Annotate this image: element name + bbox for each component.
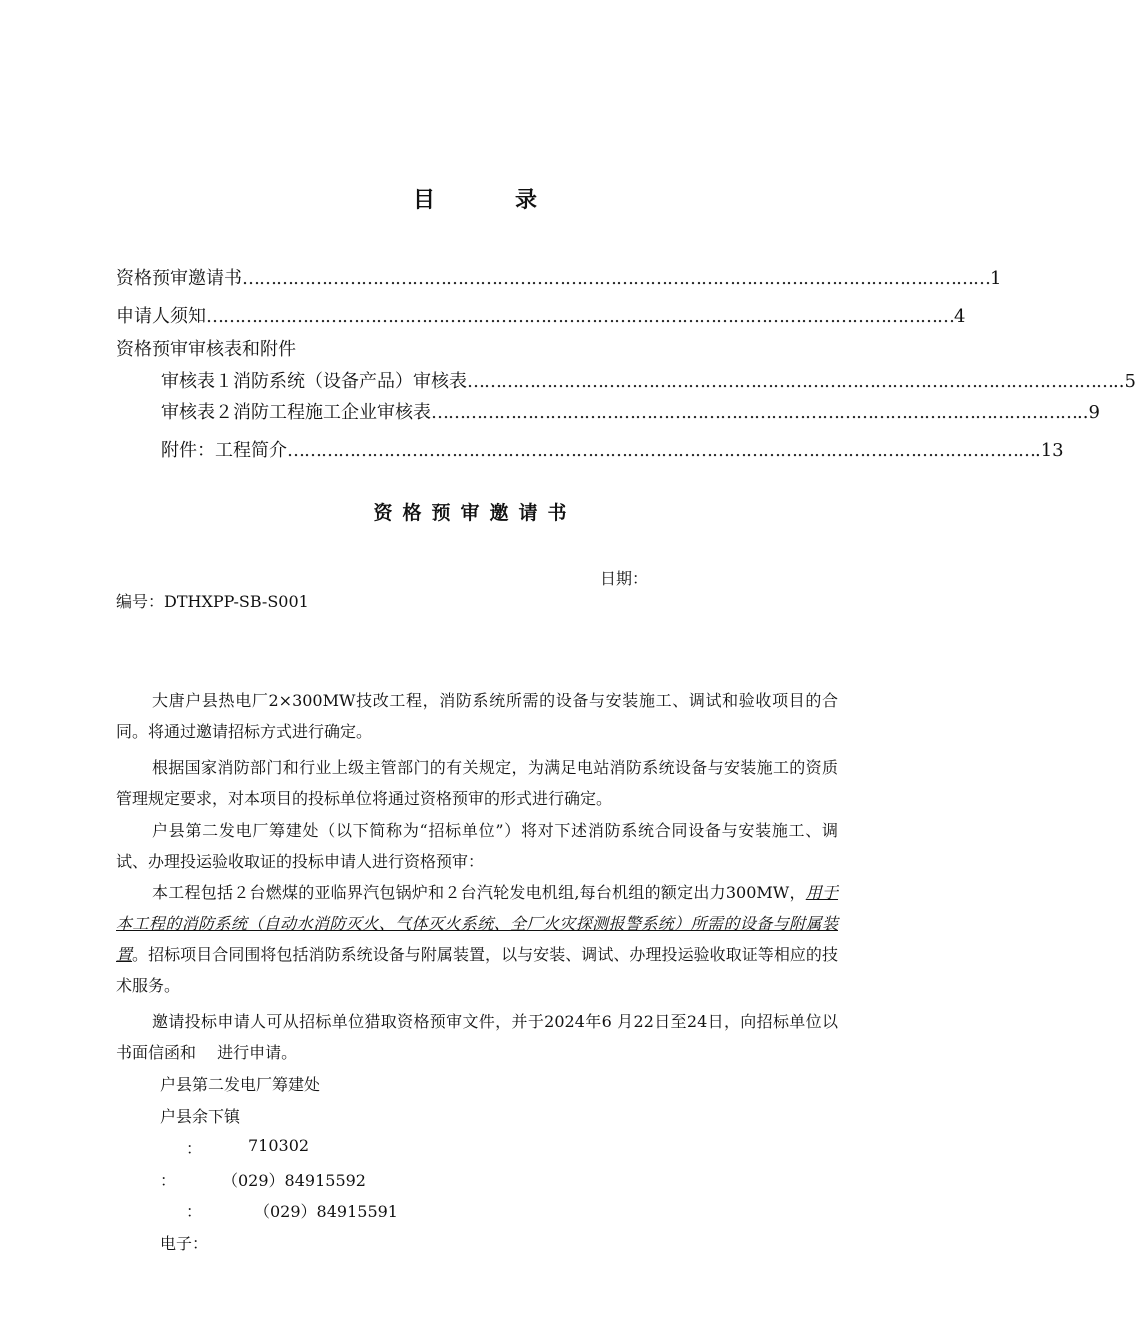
telephone: （029）84915592	[222, 1171, 366, 1190]
toc-leader-dots: ……………………………………………………………………………………………………	[467, 371, 1113, 392]
postcode-separator: ：	[186, 1139, 203, 1158]
paragraph-3: 户县第二发电厂筹建处（以下简称为“招标单位”）将对下述消防系统合同设备与安装施工、调试、办理投运验收取证的投标申请人进行资格预审：	[116, 821, 838, 871]
toc-page-number: 1	[990, 268, 1002, 289]
toc-page-number: 4	[954, 306, 966, 327]
document-code: 编号：DTHXPP-SB-S001	[116, 592, 309, 611]
toc-item-invitation[interactable]: 资格预审邀请书 …………………………………………………………………………………………………………………… 1	[116, 268, 1002, 289]
toc-page-number: ..9	[1077, 402, 1100, 423]
paragraph-2: 根据国家消防部门和行业上级主管部门的有关规定，为满足电站消防系统设备与安装施工的资质管理规定要求，对本项目的投标单位将通过资格预审的形式进行确定。	[116, 758, 838, 808]
organization-name: 户县第二发电厂筹建处	[160, 1075, 321, 1094]
paragraph-4: 本工程包括２台燃煤的亚临界汽包锅炉和２台汽轮发电机组,每台机组的额定出力300MW，用于本工程的消防系统（自动水消防灭火、气体灭火系统、全厂火灾探测报警系统）所需的设备与附属装置。招标项目合同围将包括消防系统设备与附属装置，以与安装、调试、办理投运验收取证等相应的技术服务。	[116, 883, 838, 995]
paragraph-1: 大唐户县热电厂2×300MW技改工程，消防系统所需的设备与安装施工、调试和验收项目的合同。将通过邀请招标方式进行确定。	[116, 691, 838, 741]
invitation-title: 资格预审邀请书	[373, 502, 577, 524]
toc-title-left: 目	[412, 187, 435, 213]
toc-item-appendix[interactable]: 附件：工程简介 …………………………………………………………………………………………………………………… .13	[161, 440, 1064, 461]
date-label: 日期：	[600, 569, 649, 588]
telephone-separator: ：	[160, 1171, 177, 1190]
toc-leader-dots: ……………………………………………………………………………………………………	[431, 402, 1077, 423]
email-label: 电子：	[160, 1234, 209, 1253]
toc-item-form-2[interactable]: 审核表２ 消防工程施工企业审核表 …………………………………………………………………………………………………… ..9	[161, 402, 1100, 423]
toc-item-instructions[interactable]: 申请人须知 …………………………………………………………………………………………………………………… 4	[116, 306, 966, 327]
underlined-scope-text: 用于本工程的消防系统（自动水消防灭火、气体灭火系统、全厂火灾探测报警系统）所需的设备与附属装置	[116, 883, 838, 964]
toc-title-right: 录	[515, 187, 538, 213]
address: 户县余下镇	[160, 1107, 241, 1126]
postcode: 710302	[248, 1136, 310, 1155]
toc-leader-dots: ……………………………………………………………………………………………………………………	[287, 440, 1035, 461]
toc-leader-dots: ……………………………………………………………………………………………………………………	[242, 268, 990, 289]
fax: （029）84915591	[254, 1202, 398, 1221]
paragraph-5: 邀请投标申请人可从招标单位猎取资格预审文件，并于2024年6 月22日至24日，向招标单位以书面信函和 进行申请。	[116, 1012, 838, 1062]
toc-title	[0, 183, 950, 214]
toc-item-form-1[interactable]: 审核表１ 消防系统（设备产品）审核表 …………………………………………………………………………………………………… ..5	[161, 371, 1136, 392]
toc-page-number: .13	[1035, 440, 1064, 461]
toc-item-review-forms[interactable]: 资格预审审核表和附件	[116, 339, 296, 360]
toc-leader-dots: ……………………………………………………………………………………………………………………	[206, 306, 954, 327]
toc-page-number: ..5	[1113, 371, 1136, 392]
fax-separator: ：	[186, 1202, 203, 1221]
